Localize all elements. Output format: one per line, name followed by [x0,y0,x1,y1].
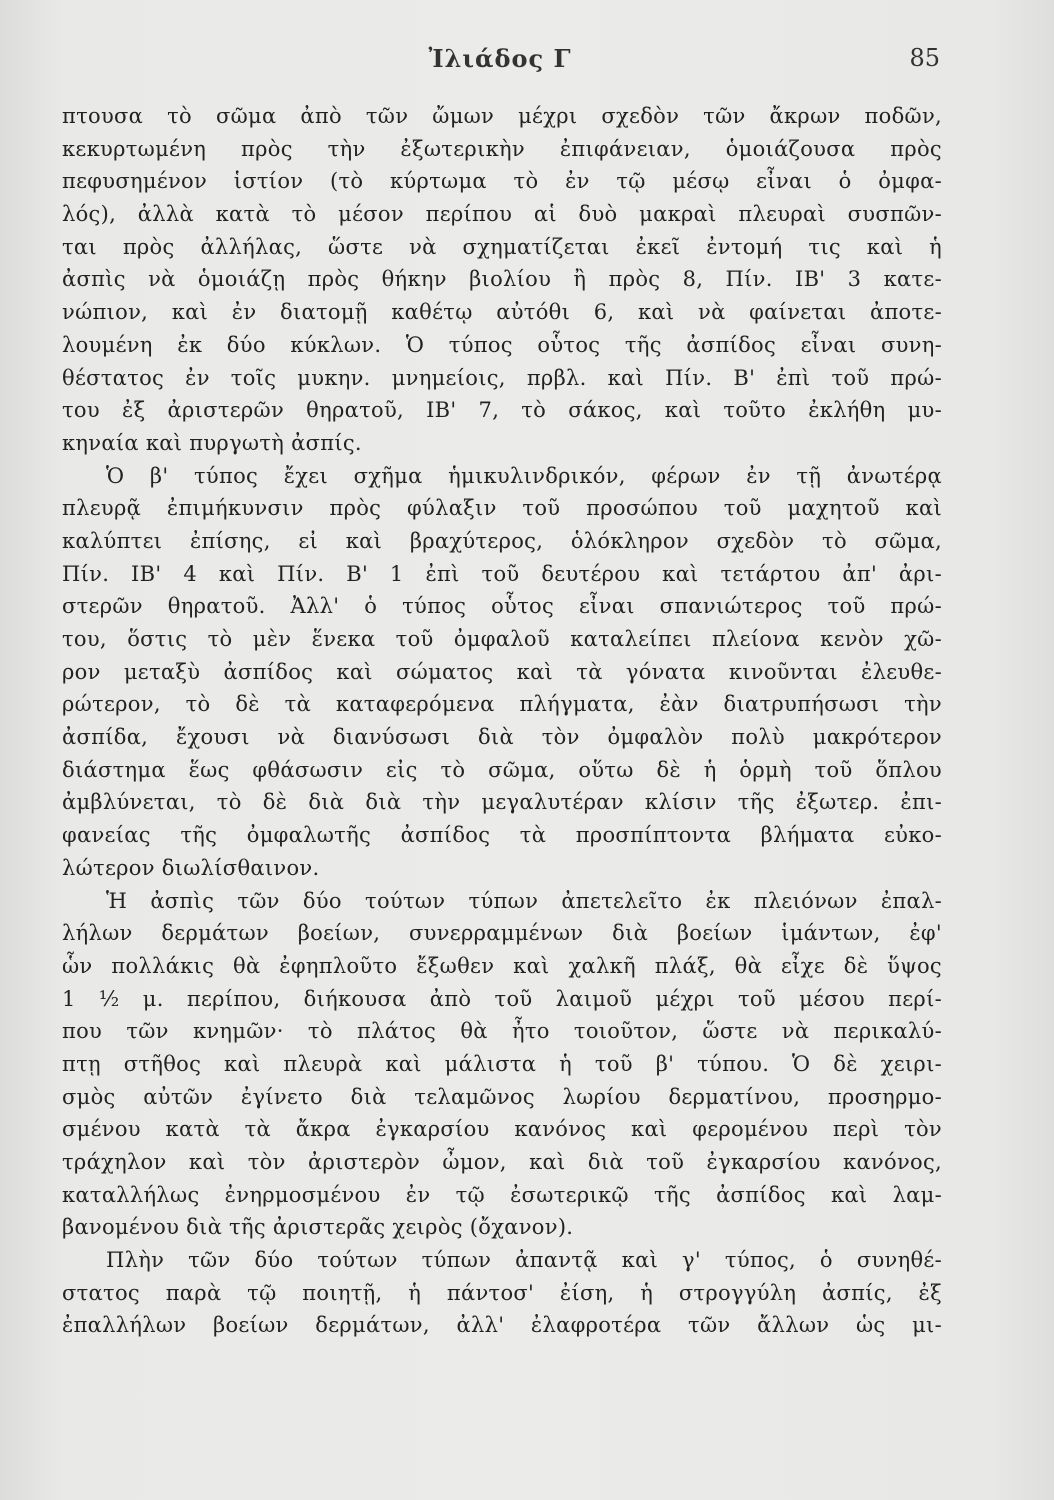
text-line: θέστατος ἐν τοῖς μυκην. μνημείοις, πρβλ. καὶ Πίν. Β' ἐπὶ τοῦ πρώ- [62,365,942,390]
text-line: κεκυρτωμένη πρὸς τὴν ἐξωτερικὴν ἐπιφάνειαν, ὁμοιάζουσα πρὸς [62,136,942,161]
text-line: Ἡ ἀσπὶς τῶν δύο τούτων τύπων ἀπετελεῖτο ἐκ πλειόνων ἐπαλ- [106,888,942,913]
text-line: πτουσα τὸ σῶμα ἀπὸ τῶν ὤμων μέχρι σχεδὸν τῶν ἄκρων ποδῶν, [62,104,942,128]
page-header [60,44,940,80]
text-line: ρον μεταξὺ ἀσπίδος καὶ σώματος καὶ τὰ γόνατα κινοῦνται ἐλευθε- [62,659,942,684]
text-line: ται πρὸς ἀλλήλας, ὥστε νὰ σχηματίζεται ἐκεῖ ἐντομή τις καὶ ἡ [62,234,942,259]
text-line: λώτερον διωλίσθαινον. [62,855,320,880]
text-line: φανείας τῆς ὀμφαλωτῆς ἀσπίδος τὰ προσπίπτοντα βλήματα εὐκο- [62,823,942,848]
text-line: του, ὅστις τὸ μὲν ἕνεκα τοῦ ὀμφαλοῦ καταλείπει πλείονα κενὸν χῶ- [62,627,942,651]
text-line: πλευρᾷ ἐπιμήκυνσιν πρὸς φύλαξιν τοῦ προσώπου τοῦ μαχητοῦ καὶ [62,496,942,521]
text-line: νώπιον, καὶ ἐν διατομῇ καθέτῳ αὐτόθι 6, καὶ νὰ φαίνεται ἀποτε- [62,300,942,325]
text-line: λήλων δερμάτων βοείων, συνερραμμένων διὰ βοείων ἱμάντων, ἐφ' [62,921,942,946]
text-line: ὧν πολλάκις θὰ ἐφηπλοῦτο ἔξωθεν καὶ χαλκῆ πλάξ, θὰ εἶχε δὲ ὕψος [62,953,942,978]
text-line: πτῃ στῆθος καὶ πλευρὰ καὶ μάλιστα ἡ τοῦ β' τύπου. Ὁ δὲ χειρι- [62,1051,942,1076]
text-line: ἐπαλλήλων βοείων δερμάτων, ἀλλ' ἐλαφροτέρα τῶν ἄλλων ὡς μι- [62,1313,942,1338]
text-line: που τῶν κνημῶν· τὸ πλάτος θὰ ἦτο τοιοῦτον, ὥστε νὰ περικαλύ- [62,1019,942,1044]
text-line: καταλλήλως ἐνηρμοσμένου ἐν τῷ ἐσωτερικῷ τῆς ἀσπίδος καὶ λαμ- [62,1182,942,1207]
text-line: 1 ½ μ. περίπου, διήκουσα ἀπὸ τοῦ λαιμοῦ μέχρι τοῦ μέσου περί- [62,986,942,1011]
text-line: ρώτερον, τὸ δὲ τὰ καταφερόμενα πλήγματα, ἐὰν διατρυπήσωσι τὴν [62,692,942,717]
text-line: ἀσπίδα, ἔχουσι νὰ διανύσωσι διὰ τὸν ὀμφαλὸν πολὺ μακρότερον [62,725,942,750]
text-line: του ἐξ ἀριστερῶν θηρατοῦ, ΙΒ' 7, τὸ σάκος, καὶ τοῦτο ἐκλήθη μυ- [62,398,942,423]
page-number: 85 [909,44,940,72]
text-line: διάστημα ἕως φθάσωσιν εἰς τὸ σῶμα, οὕτω δὲ ἡ ὁρμὴ τοῦ ὅπλου [62,757,942,782]
text-line: Πίν. ΙΒ' 4 καὶ Πίν. Β' 1 ἐπὶ τοῦ δευτέρου καὶ τετάρτου ἀπ' ἀρι- [62,561,942,586]
text-line: τράχηλον καὶ τὸν ἀριστερὸν ὦμον, καὶ διὰ τοῦ ἐγκαρσίου κανόνος, [62,1150,942,1174]
text-line: κηναία καὶ πυργωτὴ ἀσπίς. [62,430,362,455]
text-line: Πλὴν τῶν δύο τούτων τύπων ἀπαντᾷ καὶ γ' τύπος, ὁ συνηθέ- [106,1248,942,1273]
text-line: ἀμβλύνεται, τὸ δὲ διὰ διὰ τὴν μεγαλυτέραν κλίσιν τῆς ἐξωτερ. ἐπι- [62,790,942,815]
text-line: λουμένη ἐκ δύο κύκλων. Ὁ τύπος οὗτος τῆς ἀσπίδος εἶναι συνη- [62,332,942,357]
text-line: ἀσπὶς νὰ ὁμοιάζῃ πρὸς θήκην βιολίου ἢ πρὸς 8, Πίν. ΙΒ' 3 κατε- [62,267,942,292]
text-line: λός), ἀλλὰ κατὰ τὸ μέσον περίπου αἱ δυὸ μακραὶ πλευραὶ συσπῶν- [62,202,942,227]
text-line: πεφυσημένον ἱστίον (τὸ κύρτωμα τὸ ἐν τῷ μέσῳ εἶναι ὁ ὀμφα- [62,169,942,194]
text-line: Ὁ β' τύπος ἔχει σχῆμα ἡμικυλινδρικόν, φέρων ἐν τῇ ἀνωτέρᾳ [106,463,942,488]
text-line: στατος παρὰ τῷ ποιητῇ, ἡ πάντοσ' ἐίση, ἡ στρογγύλη ἀσπίς, ἐξ [62,1280,942,1305]
text-line: στερῶν θηρατοῦ. Ἀλλ' ὁ τύπος οὗτος εἶναι σπανιώτερος τοῦ πρώ- [62,594,942,619]
text-line: βανομένου διὰ τῆς ἀριστερᾶς χειρὸς (ὄχανον). [62,1215,574,1240]
body-text [62,100,942,1342]
text-line: καλύπτει ἐπίσης, εἰ καὶ βραχύτερος, ὁλόκληρον σχεδὸν τὸ σῶμα, [62,528,942,553]
text-line: σμὸς αὐτῶν ἐγίνετο διὰ τελαμῶνος λωρίου δερματίνου, προσηρμο- [62,1084,942,1109]
running-title: Ἰλιάδος Γ [428,44,572,73]
text-line: σμένου κατὰ τὰ ἄκρα ἐγκαρσίου κανόνος καὶ φερομένου περὶ τὸν [62,1117,942,1142]
